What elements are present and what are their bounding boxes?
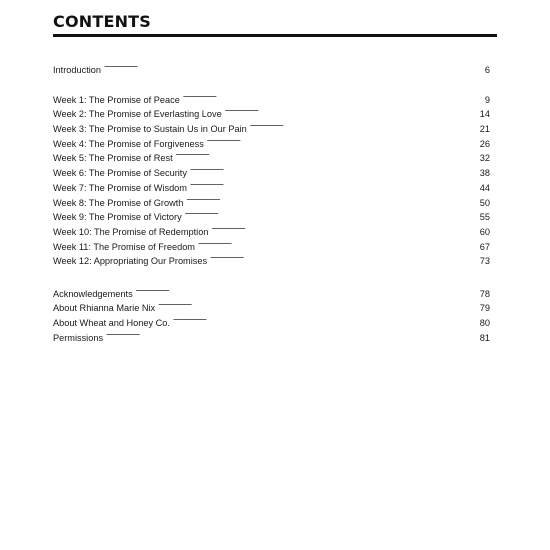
dot-leader (183, 88, 480, 103)
dot-leader (190, 176, 478, 191)
dot-leader (173, 311, 478, 326)
dot-leader (176, 147, 478, 162)
dot-leader (210, 250, 478, 265)
dot-leader (106, 326, 478, 341)
page-title: CONTENTS (53, 12, 152, 31)
toc-entry-label: Permissions (53, 332, 104, 343)
toc-entry-page: 78 (479, 288, 490, 299)
title-rule (53, 34, 497, 37)
dot-leader (211, 220, 477, 235)
dot-leader (250, 117, 478, 132)
toc-entry-page: 32 (479, 153, 490, 164)
toc-entry-page: 73 (479, 256, 490, 267)
toc-entry-label: Introduction (53, 64, 102, 75)
toc-entry-label: Week 5: The Promise of Rest (53, 153, 173, 164)
toc-entry-page: 26 (479, 138, 490, 149)
toc-entry-page: 55 (479, 212, 490, 223)
toc-entry-label: Week 4: The Promise of Forgiveness (53, 138, 204, 149)
dot-leader (198, 235, 478, 250)
toc-entry-label: Week 10: The Promise of Redemption (53, 226, 209, 237)
toc-entry-page: 6 (484, 64, 490, 75)
dot-leader (186, 191, 477, 206)
dot-leader (136, 282, 478, 297)
dot-leader (158, 297, 478, 312)
toc-entry-label: Week 8: The Promise of Growth (53, 197, 184, 208)
dot-leader (225, 103, 478, 118)
toc-entry-page: 50 (479, 197, 490, 208)
toc-entry-label: Week 12: Appropriating Our Promises (53, 256, 208, 267)
toc-entry[interactable] (53, 58, 490, 73)
toc-entry-label: About Wheat and Honey Co. (53, 318, 170, 329)
toc-entry-page: 79 (479, 303, 490, 314)
toc-entry[interactable] (53, 88, 490, 103)
toc-entry-label: Week 3: The Promise to Sustain Us in Our Pain (53, 124, 247, 135)
toc-entry-page: 9 (484, 94, 490, 105)
toc-entry[interactable] (53, 282, 490, 297)
dot-leader (185, 206, 478, 221)
toc-entry-page: 21 (479, 124, 490, 135)
toc-entry-page: 80 (479, 318, 490, 329)
toc-entry-page: 14 (479, 109, 490, 120)
toc-entry-page: 38 (479, 168, 490, 179)
toc-weeks-group (53, 88, 490, 267)
toc-entry-label: Week 2: The Promise of Everlasting Love (53, 109, 222, 120)
toc-entry-label: About Rhianna Marie Nix (53, 303, 156, 314)
toc-entry-page: 60 (479, 226, 490, 237)
dot-leader (190, 161, 478, 176)
dot-leader (104, 58, 480, 73)
toc-entry-label: Week 7: The Promise of Wisdom (53, 182, 187, 193)
toc-intro-group (53, 58, 490, 73)
dot-leader (207, 132, 478, 147)
toc-entry-label: Week 6: The Promise of Security (53, 168, 187, 179)
toc-entry-label: Week 1: The Promise of Peace (53, 94, 180, 105)
toc-back-matter-group (53, 282, 490, 341)
toc-entry-page: 81 (479, 332, 490, 343)
toc-entry-page: 44 (479, 182, 490, 193)
toc-entry[interactable] (53, 326, 490, 341)
toc-entry-label: Week 11: The Promise of Freedom (53, 241, 195, 252)
toc-entry-page: 67 (479, 241, 490, 252)
toc-entry-label: Week 9: The Promise of Victory (53, 212, 182, 223)
toc-entry-label: Acknowledgements (53, 288, 133, 299)
